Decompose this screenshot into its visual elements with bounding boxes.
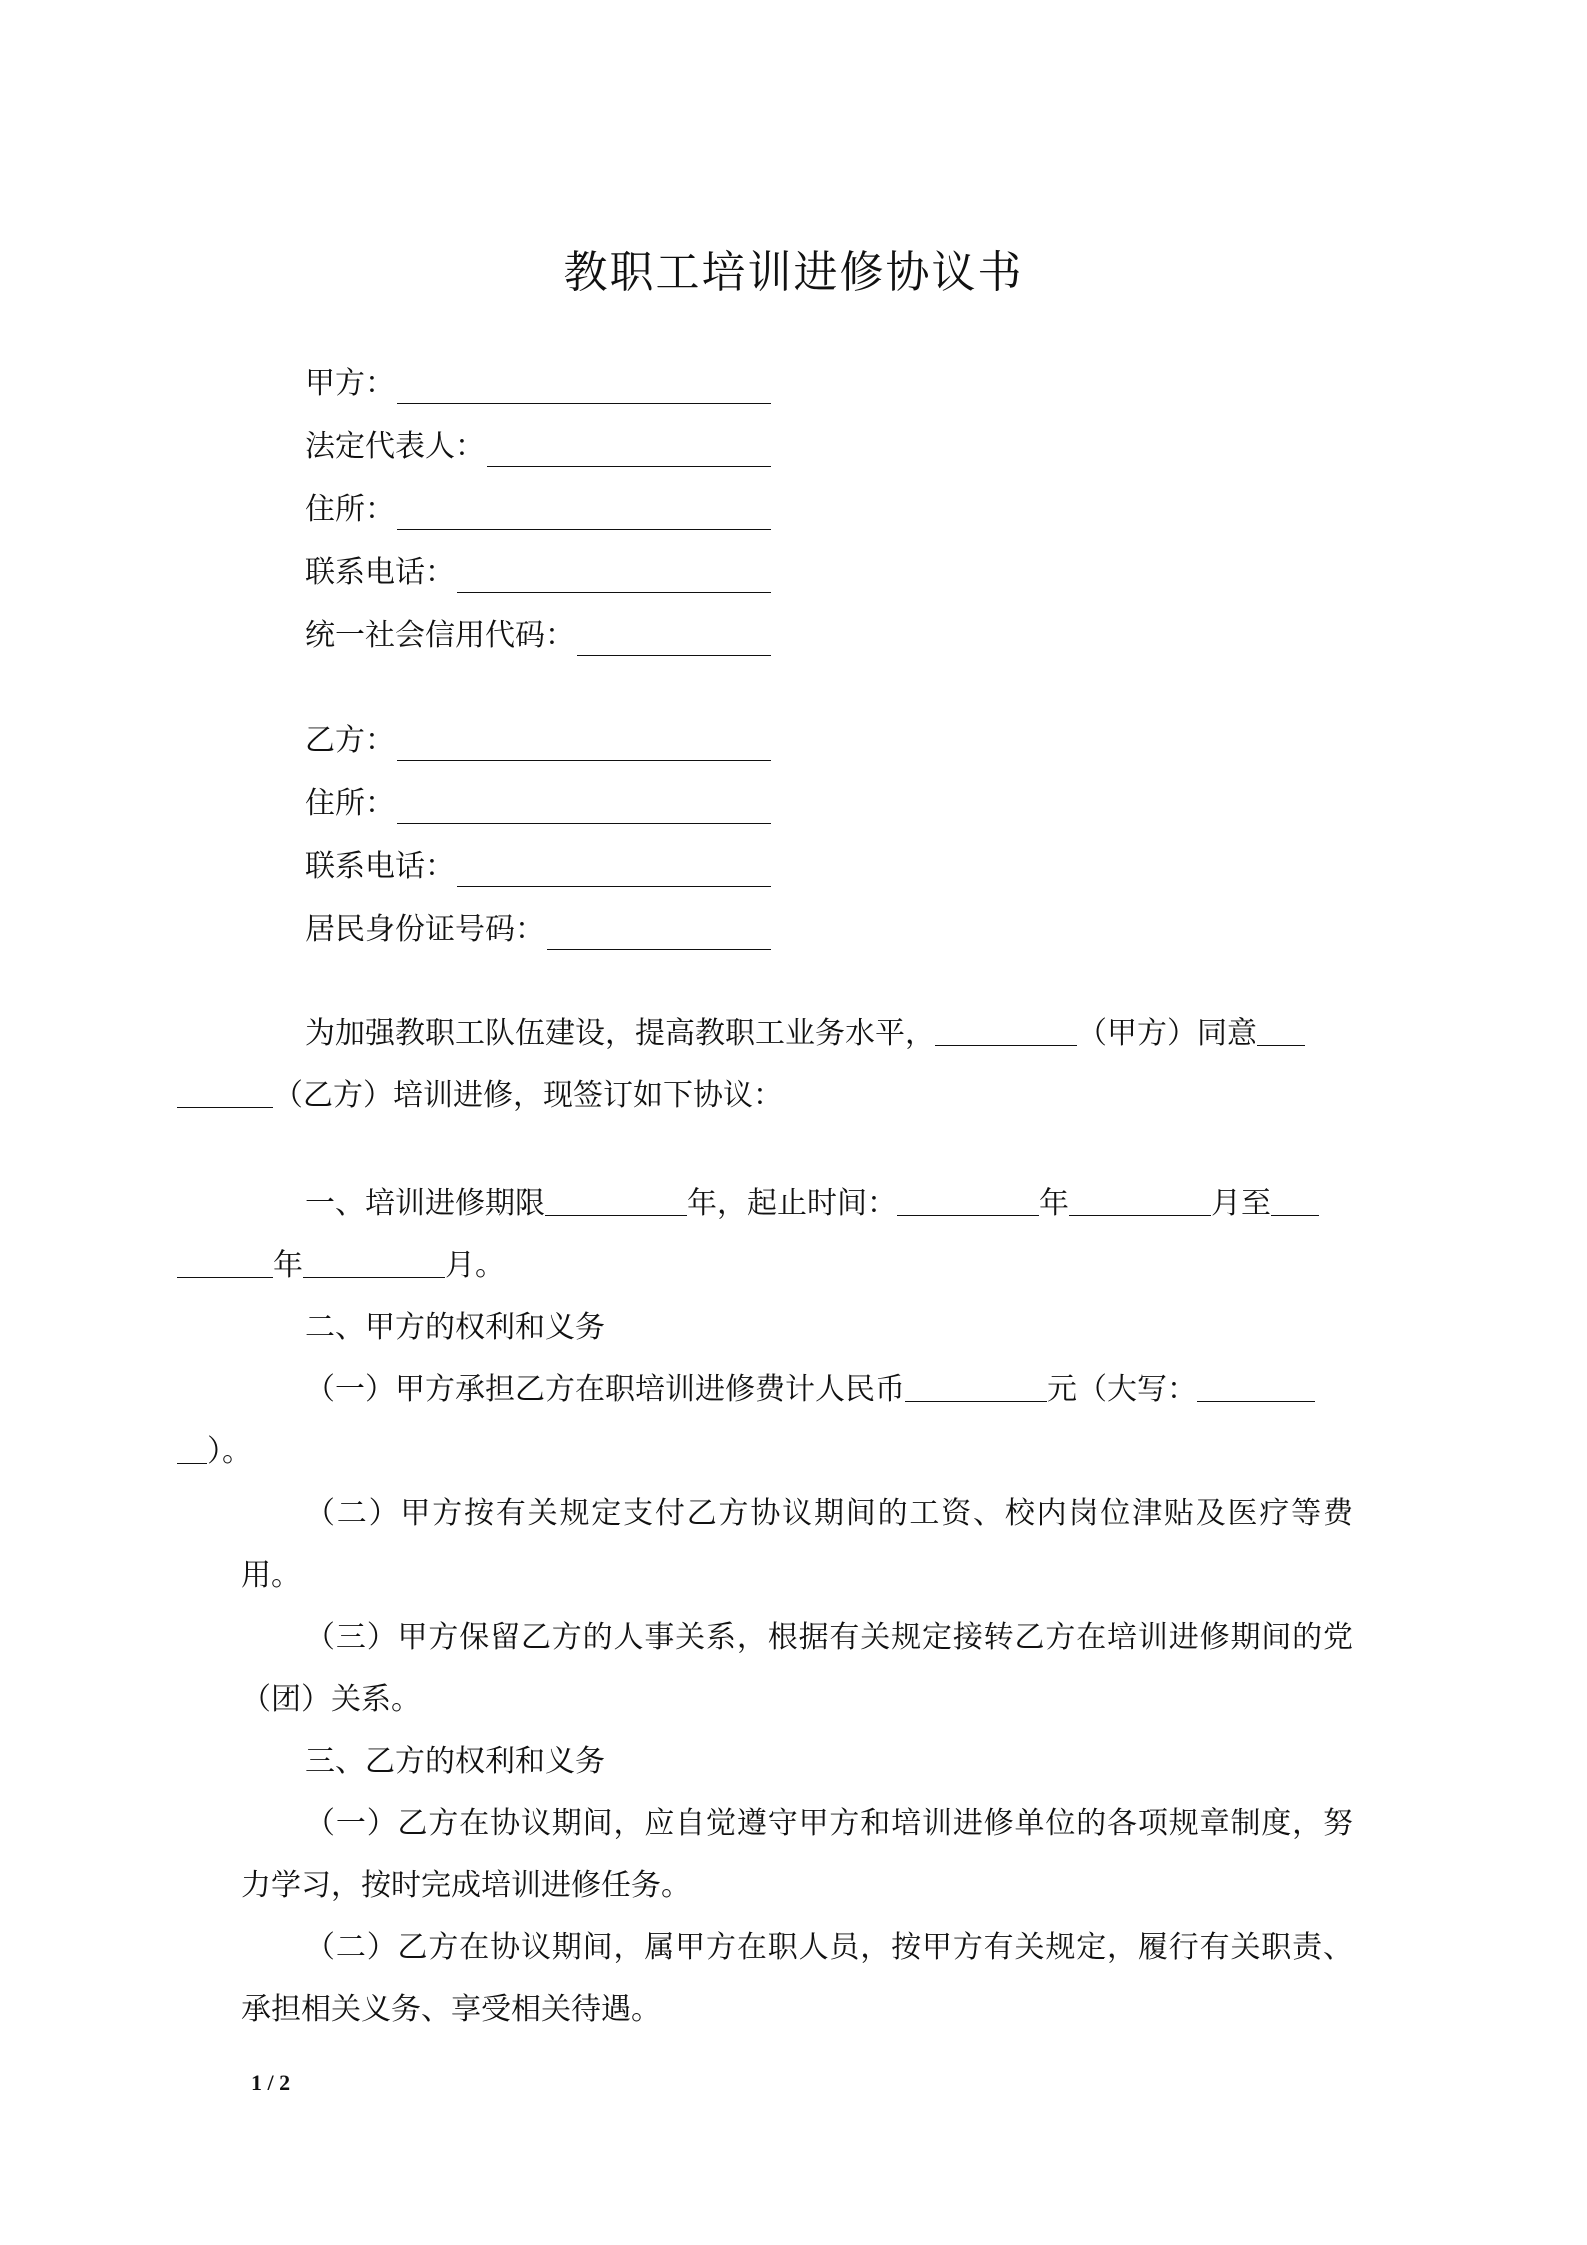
intro-paragraph <box>241 1003 1353 1127</box>
page-number: 1 / 2 <box>251 2070 291 2095</box>
party-a-name-blank[interactable] <box>397 375 771 404</box>
fee-uppercase-blank-2[interactable] <box>177 1435 207 1464</box>
clause-1-paragraph <box>241 1173 1353 1297</box>
intro-party-b-blank-2[interactable] <box>177 1079 273 1108</box>
clause-1-years-blank[interactable] <box>545 1187 687 1216</box>
section-2-item-1 <box>207 1359 1353 1483</box>
party-a-address-blank[interactable] <box>397 501 771 530</box>
party-b-id-field <box>305 910 771 950</box>
section-2-item-2 <box>241 1483 1353 1607</box>
intro-text-3: （乙方）培训进修，现签订如下协议： <box>273 1078 783 1113</box>
clause-1-text-2: 年，起止时间： <box>687 1186 897 1221</box>
party-b-address-blank[interactable] <box>397 795 771 824</box>
party-a-phone-label: 联系电话： <box>305 555 455 590</box>
party-b-phone-label: 联系电话： <box>305 849 455 884</box>
section-3-heading-text: 三、乙方的权利和义务 <box>305 1744 605 1779</box>
party-a-address-label: 住所： <box>305 492 395 527</box>
party-b-address-label: 住所： <box>305 786 395 821</box>
document-title: 教职工培训进修协议书 <box>563 247 1024 298</box>
clause-1-text-3: 年 <box>1039 1186 1069 1221</box>
intro-party-a-blank[interactable] <box>935 1017 1077 1046</box>
party-a-rep-field <box>305 427 771 467</box>
section-2-heading <box>241 1297 1353 1359</box>
party-b-id-blank[interactable] <box>547 921 771 950</box>
intro-text-1: 为加强教职工队伍建设，提高教职工业务水平， <box>305 1016 935 1051</box>
party-b-phone-field <box>305 847 771 887</box>
section-2-item-2-text: （二）甲方按有关规定支付乙方协议期间的工资、校内岗位津贴及医疗等费用。 <box>241 1496 1353 1593</box>
intro-text-2: （甲方）同意 <box>1077 1016 1257 1051</box>
section-3-item-1 <box>241 1793 1353 1917</box>
clause-1-text-4: 月至 <box>1211 1186 1271 1221</box>
section-2-item-3 <box>241 1607 1353 1731</box>
party-a-address-field <box>305 490 771 530</box>
clause-1-end-year-blank-1[interactable] <box>1271 1187 1319 1216</box>
section-2-item-1-text-1: （一）甲方承担乙方在职培训进修费计人民币 <box>305 1372 905 1407</box>
party-a-phone-field <box>305 553 771 593</box>
party-a-credit-code-field <box>305 616 771 656</box>
party-a-name-label: 甲方： <box>305 366 395 401</box>
section-3-item-2-text: （二）乙方在协议期间，属甲方在职人员，按甲方有关规定，履行有关职责、承担相关义务、享受相关待遇。 <box>241 1930 1353 2027</box>
intro-party-b-blank-1[interactable] <box>1257 1017 1305 1046</box>
clause-1-text-6: 月。 <box>445 1248 505 1283</box>
section-2-item-1-text-2: 元（大写： <box>1047 1372 1197 1407</box>
clause-1-text-1: 一、培训进修期限 <box>305 1186 545 1221</box>
clause-1-start-month-blank[interactable] <box>1069 1187 1211 1216</box>
clause-1-end-year-blank-2[interactable] <box>177 1249 273 1278</box>
party-b-name-label: 乙方： <box>305 723 395 758</box>
clause-1-text-5: 年 <box>273 1248 303 1283</box>
party-b-name-field <box>305 721 771 761</box>
section-3-item-2 <box>241 1917 1353 2041</box>
section-3-heading <box>241 1731 1353 1793</box>
fee-uppercase-blank-1[interactable] <box>1197 1373 1315 1402</box>
section-2-item-1-text-3: ）。 <box>207 1434 252 1469</box>
section-3-item-1-text: （一）乙方在协议期间，应自觉遵守甲方和培训进修单位的各项规章制度，努力学习，按时完成培训进修任务。 <box>241 1806 1353 1903</box>
section-2-item-3-text: （三）甲方保留乙方的人事关系，根据有关规定接转乙方在培训进修期间的党（团）关系。 <box>241 1620 1353 1717</box>
party-b-name-blank[interactable] <box>397 732 771 761</box>
party-a-credit-code-label: 统一社会信用代码： <box>305 618 575 653</box>
section-2-heading-text: 二、甲方的权利和义务 <box>305 1310 605 1345</box>
party-a-rep-blank[interactable] <box>487 438 771 467</box>
clause-1-end-month-blank[interactable] <box>303 1249 445 1278</box>
clause-1-start-year-blank[interactable] <box>897 1187 1039 1216</box>
party-b-id-label: 居民身份证号码： <box>305 912 545 947</box>
party-a-phone-blank[interactable] <box>457 564 771 593</box>
party-b-phone-blank[interactable] <box>457 858 771 887</box>
party-a-name-field <box>305 364 771 404</box>
party-b-address-field <box>305 784 771 824</box>
party-a-credit-code-blank[interactable] <box>577 627 771 656</box>
fee-amount-blank[interactable] <box>905 1373 1047 1402</box>
party-a-rep-label: 法定代表人： <box>305 429 485 464</box>
